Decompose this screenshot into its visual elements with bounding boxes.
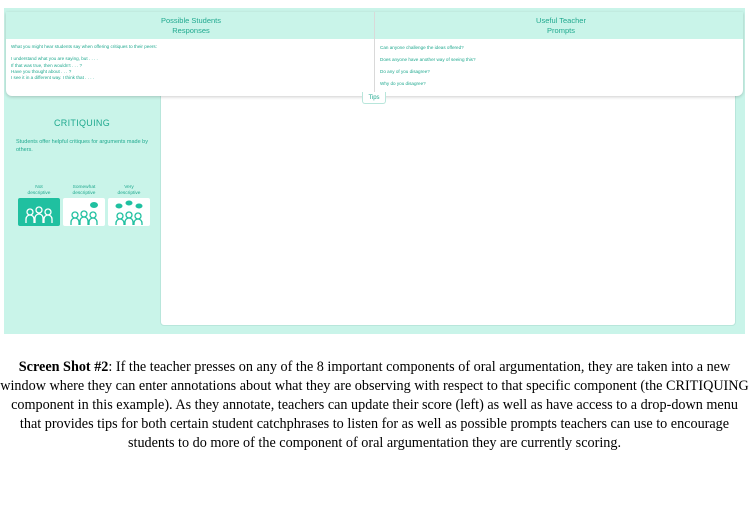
- column-divider: [374, 12, 375, 96]
- score-button-not-descriptive[interactable]: [18, 198, 60, 226]
- teacher-prompt-item: Can anyone challenge the ideas offered?: [380, 45, 464, 50]
- student-response-item: I understand what you are saying, but . . . .: [11, 56, 98, 62]
- teacher-prompt-item: Do any of you disagree?: [380, 69, 430, 74]
- student-responses-title: [6, 16, 376, 36]
- teacher-prompts-list: [380, 42, 735, 90]
- score-button-very-descriptive[interactable]: [108, 198, 150, 226]
- score-label-not: Not descriptive: [27, 185, 51, 196]
- people-one-speech-icon: [63, 198, 105, 226]
- component-description: Students offer helpful critiques for arguments made by others.: [16, 139, 148, 153]
- screenshot-caption: [0, 358, 749, 453]
- student-responses-intro: What you might hear students say when offering critiques to their peers:: [11, 44, 157, 49]
- student-responses-list: [11, 44, 366, 81]
- teacher-prompts-title-text: Useful Teacher Prompts: [536, 16, 586, 35]
- score-label-very: Very descriptive: [117, 185, 141, 196]
- teacher-prompt-item: Why do you disagree?: [380, 81, 426, 86]
- student-response-item: If that was true, then wouldn't . . . ?: [11, 62, 83, 68]
- tips-dropdown: [6, 12, 743, 96]
- people-many-speech-icon: [108, 198, 150, 226]
- app-window: [4, 8, 745, 334]
- component-title: CRITIQUING: [54, 118, 110, 128]
- annotation-area[interactable]: [160, 85, 736, 326]
- caption-text: : If the teacher presses on any of the 8 important components of oral argumentation, they are taken into a new window where they can enter annotations about what they are observing with respect to that specific component (the CRITIQUING component in this example). As they annotate, teachers can update their score (left) as well as have access to a drop-down menu that provides tips for both certain student catchphrases to listen for as well as possible prompts teachers can use to encourage students to do more of the component of oral argumentation they are currently scoring.: [0, 359, 749, 451]
- people-no-speech-icon: [18, 198, 60, 226]
- student-response-item: Have you thought about . . . ?: [11, 68, 72, 74]
- caption-bold-label: Screen Shot #2: [18, 359, 109, 375]
- student-responses-title-text: Possible Students Responses: [160, 16, 222, 35]
- student-response-item: I see it in a different way. I think that . . . .: [11, 75, 95, 81]
- tips-toggle-tab[interactable]: Tips: [362, 92, 386, 104]
- score-button-somewhat-descriptive[interactable]: [63, 198, 105, 226]
- score-label-somewhat: Somewhat descriptive: [72, 185, 96, 196]
- teacher-prompt-item: Does anyone have another way of seeing this?: [380, 57, 476, 62]
- teacher-prompts-title: [376, 16, 745, 36]
